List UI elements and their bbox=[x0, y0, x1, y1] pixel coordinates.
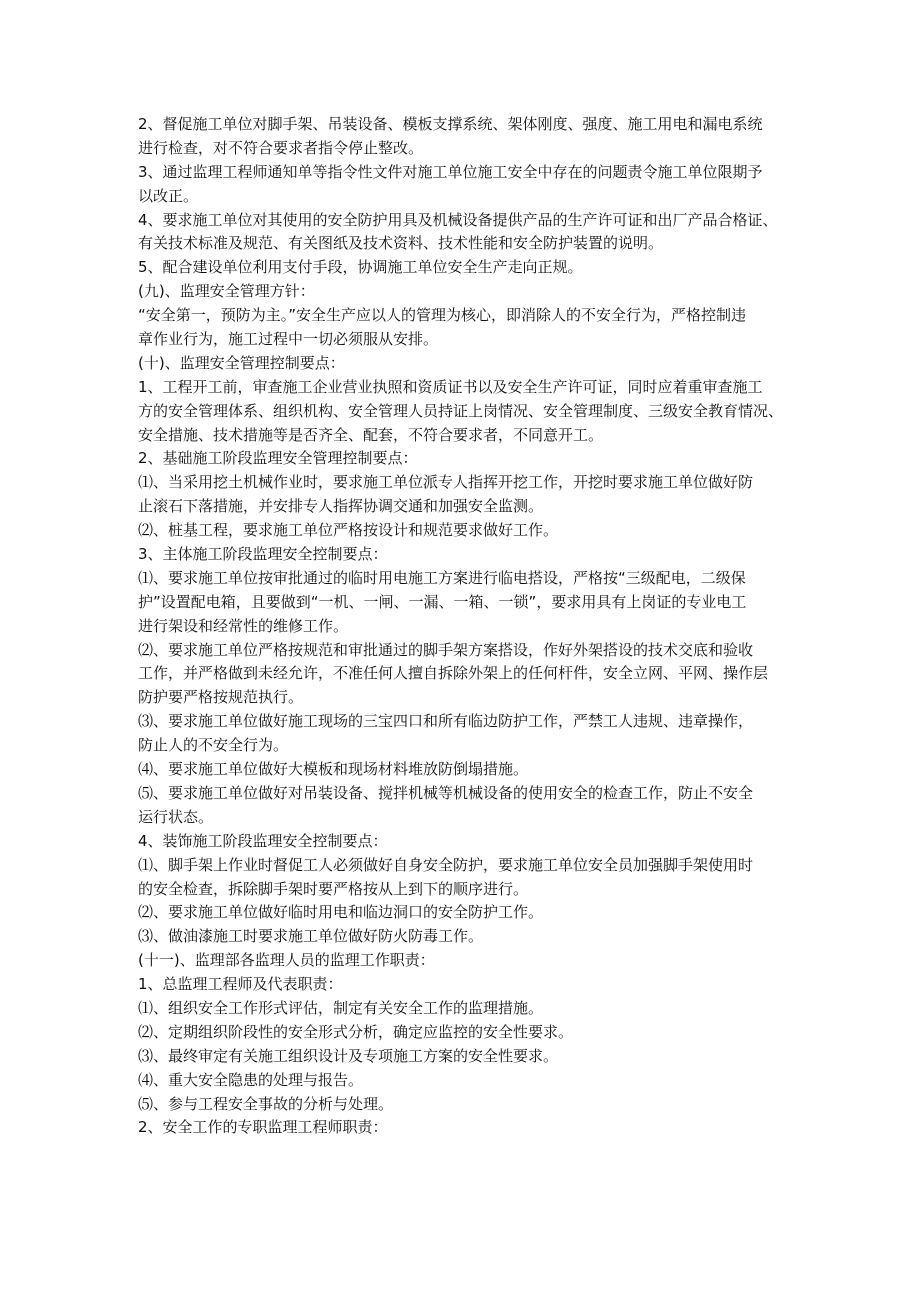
text-line: ⑵、要求施工单位做好临时用电和临边洞口的安全防护工作。 bbox=[138, 903, 544, 922]
text-line: ⑴、脚手架上作业时督促工人必须做好自身安全防护，要求施工单位安全员加强脚手架使用时 bbox=[138, 855, 754, 874]
text-line: 1、工程开工前，审查施工企业营业执照和资质证书以及安全生产许可证，同时应着重审查施工 bbox=[138, 377, 763, 396]
text-line: (十)、监理安全管理控制要点： bbox=[138, 353, 345, 372]
text-line: 2、督促施工单位对脚手架、吊装设备、模板支撑系统、架体刚度、强度、施工用电和漏电系统 bbox=[138, 115, 763, 133]
text-line: ⑸、要求施工单位做好对吊装设备、搅拌机械等机械设备的使用安全的检查工作，防止不安全 bbox=[138, 783, 754, 802]
text-line: 运行状态。 bbox=[138, 807, 214, 826]
text-line: 护”设置配电箱，且要做到“一机、一闸、一漏、一箱、一锁”，要求用具有上岗证的专业电工 bbox=[138, 592, 747, 611]
text-line: 防止人的不安全行为。 bbox=[138, 736, 289, 755]
text-line: 2、基础施工阶段监理安全管理控制要点： bbox=[138, 449, 418, 468]
text-line: ⑷、要求施工单位做好大模板和现场材料堆放防倒塌措施。 bbox=[138, 760, 529, 779]
text-line: ⑵、定期组织阶段性的安全形式分析，确定应监控的安全性要求。 bbox=[138, 1022, 574, 1041]
text-line: 安全措施、技术措施等是否齐全、配套，不符合要求者，不同意开工。 bbox=[138, 425, 604, 444]
text-line: 止滚石下落措施，并安排专人指挥协调交通和加强安全监测。 bbox=[138, 497, 544, 516]
text-line: 4、装饰施工阶段监理安全控制要点： bbox=[138, 831, 388, 850]
text-line: “安全第一，预防为主。”安全生产应以人的管理为核心，即消除人的不安全行为，严格控制违 bbox=[138, 306, 747, 325]
text-line: 的安全检查，拆除脚手架时要严格按从上到下的顺序进行。 bbox=[138, 879, 529, 898]
text-line: ⑴、组织安全工作形式评估，制定有关安全工作的监理措施。 bbox=[138, 998, 544, 1017]
text-line: ⑶、做油漆施工时要求施工单位做好防火防毒工作。 bbox=[138, 927, 484, 946]
text-line: (十一)、监理部各监理人员的监理工作职责： bbox=[138, 951, 435, 970]
text-line: 4、要求施工单位对其使用的安全防护用具及机械设备提供产品的生产许可证和出厂产品合格证、 bbox=[138, 210, 778, 229]
text-line: 防护要严格按规范执行。 bbox=[138, 688, 304, 707]
text-line: 工作，并严格做到未经允许，不准任何人擅自拆除外架上的任何杆件，安全立网、平网、操作层 bbox=[138, 664, 769, 683]
text-line: 章作业行为，施工过程中一切必须服从安排。 bbox=[138, 330, 439, 349]
text-line: 进行检查，对不符合要求者指令停止整改。 bbox=[138, 138, 424, 157]
text-line: 5、配合建设单位利用支付手段，协调施工单位安全生产走向正规。 bbox=[138, 258, 583, 277]
text-line: 2、安全工作的专职监理工程师职责： bbox=[138, 1118, 388, 1137]
text-line: 以改正。 bbox=[138, 186, 199, 205]
text-line: ⑷、重大安全隐患的处理与报告。 bbox=[138, 1070, 364, 1089]
text-line: ⑴、要求施工单位按审批通过的临时用电施工方案进行临电搭设，严格按“三级配电，二级保 bbox=[138, 568, 746, 587]
text-line: 有关技术标准及规范、有关图纸及技术资料、技术性能和安全防护装置的说明。 bbox=[138, 234, 664, 253]
text-line: ⑵、桩基工程，要求施工单位严格按设计和规范要求做好工作。 bbox=[138, 521, 559, 540]
text-line: (九)、监理安全管理方针： bbox=[138, 282, 315, 301]
text-line: 1、总监理工程师及代表职责： bbox=[138, 975, 343, 994]
text-line: 进行架设和经常性的维修工作。 bbox=[138, 616, 349, 635]
text-line: ⑶、要求施工单位做好施工现场的三宝四口和所有临边防护工作，严禁工人违规、违章操作， bbox=[138, 712, 754, 731]
document-body bbox=[138, 113, 803, 1140]
text-line: ⑴、当采用挖土机械作业时，要求施工单位派专人指挥开挖工作，开挖时要求施工单位做好防 bbox=[138, 473, 754, 492]
text-line: 3、通过监理工程师通知单等指令性文件对施工单位施工安全中存在的问题责令施工单位限期予 bbox=[138, 162, 763, 181]
text-line: 方的安全管理体系、组织机构、安全管理人员持证上岗情况、安全管理制度、三级安全教育情况、 bbox=[138, 401, 784, 420]
text-line: ⑸、参与工程安全事故的分析与处理。 bbox=[138, 1094, 394, 1113]
text-line: ⑵、要求施工单位严格按规范和审批通过的脚手架方案搭设，作好外架搭设的技术交底和验收 bbox=[138, 640, 754, 659]
text-line: 3、主体施工阶段监理安全控制要点： bbox=[138, 545, 388, 564]
text-line: ⑶、最终审定有关施工组织设计及专项施工方案的安全性要求。 bbox=[138, 1046, 559, 1065]
